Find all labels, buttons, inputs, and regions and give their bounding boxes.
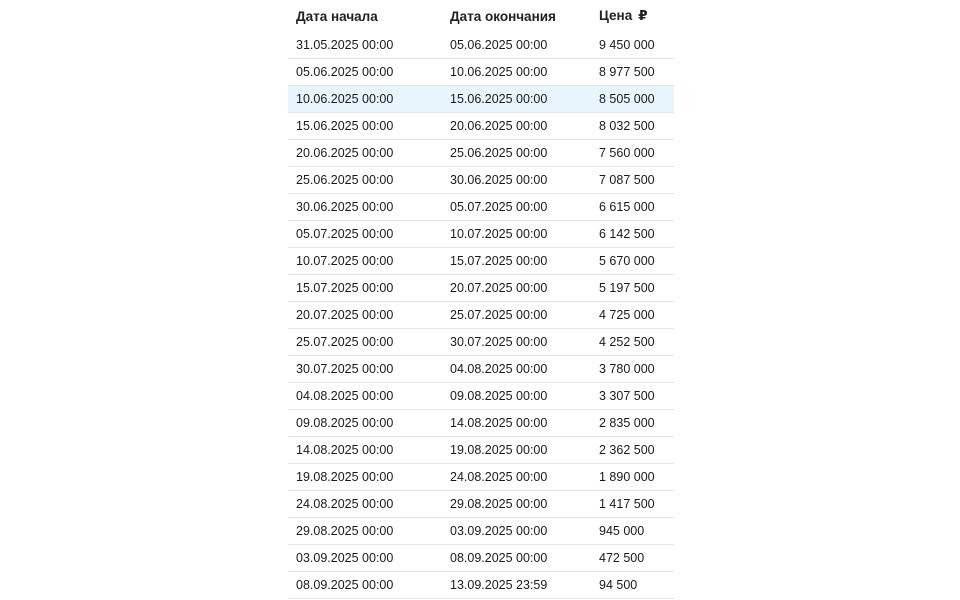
cell-price: 6 615 000 [599,200,655,214]
price-schedule-table [288,0,674,599]
cell-start-date: 10.06.2025 00:00 [296,92,394,106]
table-body [288,32,674,599]
table-row[interactable] [288,248,674,275]
cell-end-date: 29.08.2025 00:00 [450,497,548,511]
table-row[interactable] [288,194,674,221]
cell-end-date: 05.07.2025 00:00 [450,200,548,214]
cell-price: 9 450 000 [599,38,655,52]
table-row[interactable] [288,464,674,491]
cell-price: 6 142 500 [599,227,655,241]
table-row[interactable] [288,140,674,167]
cell-price: 8 977 500 [599,65,655,79]
table-row[interactable] [288,59,674,86]
cell-end-date: 25.06.2025 00:00 [450,146,548,160]
cell-price: 3 307 500 [599,389,655,403]
header-end-date: Дата окончания [450,8,556,24]
cell-end-date: 30.07.2025 00:00 [450,335,548,349]
cell-price: 2 362 500 [599,443,655,457]
cell-end-date: 24.08.2025 00:00 [450,470,548,484]
cell-end-date: 20.07.2025 00:00 [450,281,548,295]
cell-end-date: 20.06.2025 00:00 [450,119,548,133]
cell-start-date: 15.06.2025 00:00 [296,119,394,133]
cell-end-date: 30.06.2025 00:00 [450,173,548,187]
cell-price: 945 000 [599,524,645,538]
header-price-label: Цена [599,8,633,23]
table-row[interactable] [288,356,674,383]
cell-end-date: 08.09.2025 00:00 [450,551,548,565]
currency-sign: ₽ [638,8,648,23]
cell-start-date: 31.05.2025 00:00 [296,38,394,52]
cell-price: 1 417 500 [599,497,655,511]
cell-end-date: 04.08.2025 00:00 [450,362,548,376]
cell-price: 5 197 500 [599,281,655,295]
table-row[interactable] [288,437,674,464]
cell-start-date: 10.07.2025 00:00 [296,254,394,268]
cell-end-date: 03.09.2025 00:00 [450,524,548,538]
table-row[interactable] [288,302,674,329]
cell-price: 3 780 000 [599,362,655,376]
cell-start-date: 09.08.2025 00:00 [296,416,394,430]
table-row[interactable] [288,383,674,410]
cell-start-date: 24.08.2025 00:00 [296,497,394,511]
cell-price: 8 032 500 [599,119,655,133]
cell-end-date: 10.06.2025 00:00 [450,65,548,79]
table-row[interactable] [288,410,674,437]
cell-start-date: 05.06.2025 00:00 [296,65,394,79]
cell-price: 1 890 000 [599,470,655,484]
cell-price: 5 670 000 [599,254,655,268]
table-row[interactable] [288,32,674,59]
table-row[interactable] [288,518,674,545]
header-price [596,8,674,24]
cell-start-date: 03.09.2025 00:00 [296,551,394,565]
cell-end-date: 09.08.2025 00:00 [450,389,548,403]
table-row[interactable] [288,86,674,113]
cell-start-date: 20.07.2025 00:00 [296,308,394,322]
cell-start-date: 08.09.2025 00:00 [296,578,394,592]
cell-end-date: 15.07.2025 00:00 [450,254,548,268]
cell-end-date: 14.08.2025 00:00 [450,416,548,430]
cell-price: 7 087 500 [599,173,655,187]
cell-price: 94 500 [599,578,638,592]
cell-start-date: 29.08.2025 00:00 [296,524,394,538]
cell-start-date: 30.07.2025 00:00 [296,362,394,376]
cell-start-date: 14.08.2025 00:00 [296,443,394,457]
table-row[interactable] [288,221,674,248]
header-start-date: Дата начала [296,8,378,24]
table-header [288,0,674,32]
cell-start-date: 05.07.2025 00:00 [296,227,394,241]
table-row[interactable] [288,329,674,356]
table-row[interactable] [288,545,674,572]
cell-price: 4 725 000 [599,308,655,322]
cell-start-date: 19.08.2025 00:00 [296,470,394,484]
cell-start-date: 20.06.2025 00:00 [296,146,394,160]
cell-price: 2 835 000 [599,416,655,430]
cell-start-date: 25.06.2025 00:00 [296,173,394,187]
cell-end-date: 19.08.2025 00:00 [450,443,548,457]
cell-end-date: 05.06.2025 00:00 [450,38,548,52]
cell-start-date: 25.07.2025 00:00 [296,335,394,349]
cell-start-date: 15.07.2025 00:00 [296,281,394,295]
cell-start-date: 30.06.2025 00:00 [296,200,394,214]
cell-price: 8 505 000 [599,92,655,106]
cell-price: 4 252 500 [599,335,655,349]
table-row[interactable] [288,572,674,599]
cell-start-date: 04.08.2025 00:00 [296,389,394,403]
cell-price: 7 560 000 [599,146,655,160]
cell-end-date: 15.06.2025 00:00 [450,92,548,106]
table-row[interactable] [288,167,674,194]
cell-end-date: 25.07.2025 00:00 [450,308,548,322]
cell-price: 472 500 [599,551,645,565]
cell-end-date: 10.07.2025 00:00 [450,227,548,241]
table-row[interactable] [288,113,674,140]
cell-end-date: 13.09.2025 23:59 [450,578,548,592]
table-row[interactable] [288,491,674,518]
table-row[interactable] [288,275,674,302]
